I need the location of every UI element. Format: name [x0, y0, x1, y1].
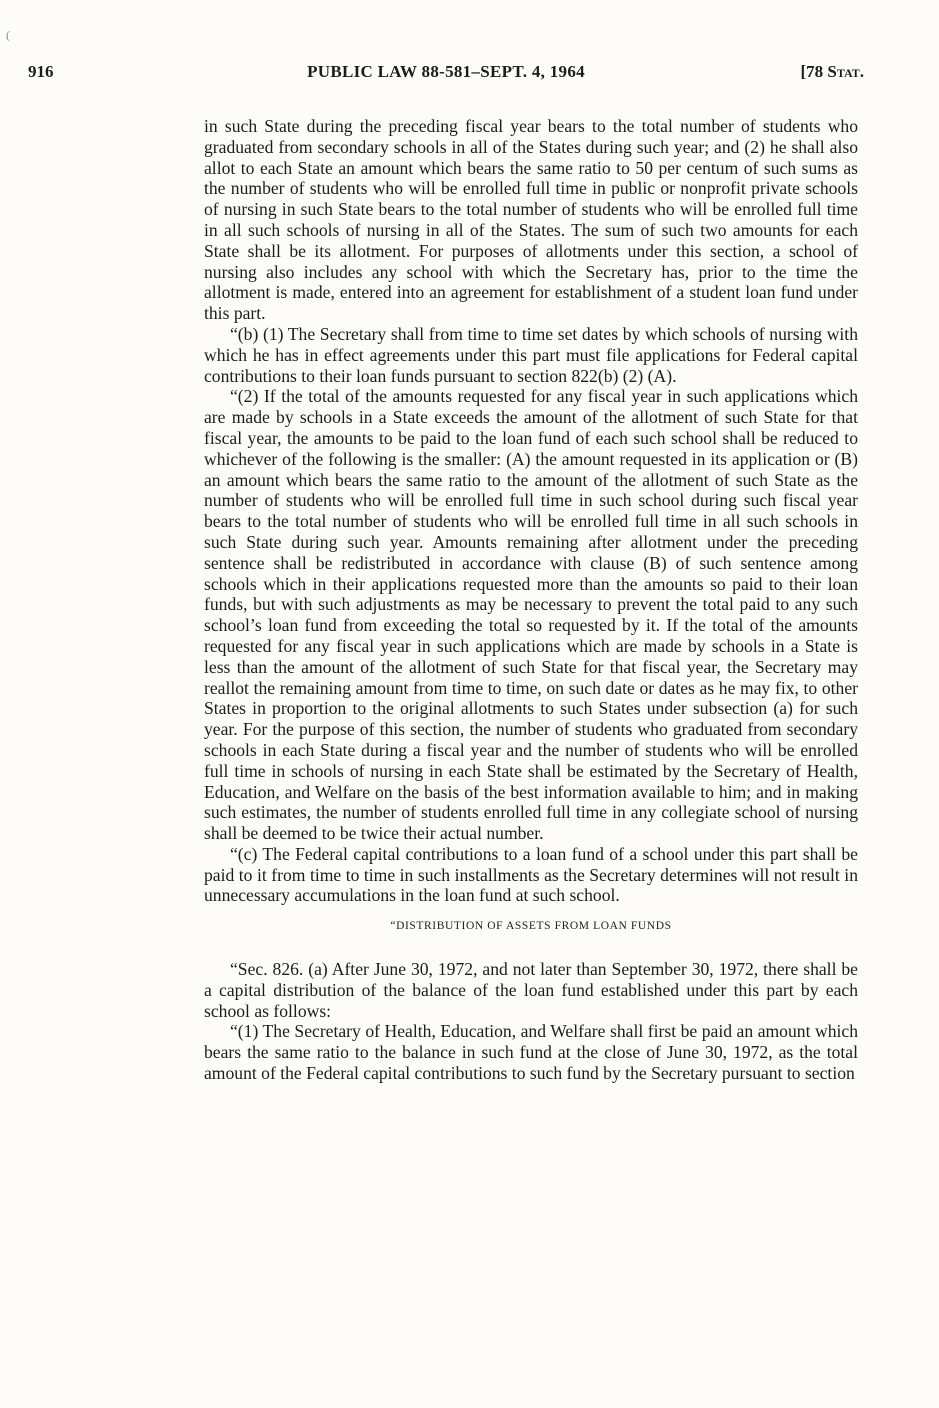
- volume-ref-stat: Stat.: [827, 62, 864, 81]
- page-header: [28, 62, 864, 92]
- section-heading: “DISTRIBUTION OF ASSETS FROM LOAN FUNDS: [390, 920, 672, 933]
- running-title: PUBLIC LAW 88-581–SEPT. 4, 1964: [307, 62, 585, 81]
- paragraph-sec-826-a-1: “(1) The Secretary of Health, Education, and Welfare shall first be paid an amount which bears the same ratio to the balance in such fund at the close of June 30, 1972, as the total amount of the Federal capital contributions to such fund by the Secretary pursuant to section: [204, 1021, 858, 1084]
- paragraph-b-1: “(b) (1) The Secretary shall from time to time set dates by which schools of nursing with which he has in effect agreements under this part must file applications for Federal capital contributions to their loan funds pursuant to section 822(b) (2) (A).: [204, 323, 858, 386]
- paragraph-allotment-continued: in such State during the preceding fiscal year bears to the total number of students who graduated from secondary schools in all of the States during such year; and (2) he shall also allot to each State an amount which bears the same ratio to 50 per centum of such sums as the number of students who will be enrolled full time in public or nonprofit private schools of nursing in such State bears to the total number of students who will be enrolled full time in all such schools of nursing in all of the States. The sum of such two amounts for each State shall be its allotment. For purposes of allotments under this section, a school of nursing also includes any school with which the Secretary has, prior to the time the allotment is made, entered into an agreement for establishment of a student loan fund under this part.: [204, 116, 858, 324]
- volume-ref-prefix: [78: [800, 62, 824, 81]
- body-text: [204, 116, 858, 1084]
- paragraph-b-2: “(2) If the total of the amounts requested for any fiscal year in such applications which are made by schools in a State exceeds the amount of the allotment of such State for that fiscal year, the amounts to be paid to the loan fund of each such school shall be reduced to whichever of the following is the smaller: (A) the amount requested in its application or (B) an amount which bears the same ratio to the amount of the allotment of such State as the number of students who will be enrolled full time in such school during such fiscal year bears to the total number of students who will be enrolled full time in all such schools in such State during such year. Amounts remaining after allotment under the preceding sentence shall be redistributed in accordance with clause (B) of such sentence among schools which in their applications requested more than the amounts so paid to their loan funds, but with such adjustments as may be necessary to prevent the total paid to any such school’s loan fund from exceeding the total so requested by it. If the total of the amounts requested for any fiscal year in such applications which are made by schools in a State is less than the amount of the allotment of such State for that fiscal year, the Secretary may reallot the remaining amount from time to time, on such date or dates as he may fix, to other States in proportion to the original allotments to such States under subsection (a) for such year. For the purpose of this section, the number of students who graduated from secondary schools in each State during a fiscal year and the number of students who will be enrolled full time in schools of nursing in each State shall be estimated by the Secretary of Health, Education, and Welfare on the basis of the best information available to him; and in making such estimates, the number of students enrolled full time in any collegiate school of nursing shall be deemed to be twice their actual number.: [204, 386, 858, 844]
- volume-reference: [800, 62, 864, 82]
- scan-artifact-mark: (: [6, 28, 10, 42]
- paragraph-c: “(c) The Federal capital contributions to a loan fund of a school under this part shall be paid to it from time to time in such installments as the Secretary determines will not result in unnecessary accumulations in the loan fund at such school.: [204, 843, 858, 906]
- page-number: 916: [28, 62, 54, 81]
- paragraph-sec-826-a: “Sec. 826. (a) After June 30, 1972, and not later than September 30, 1972, there shall be a capital distribution of the balance of the loan fund established under this part by each school as follows:: [204, 959, 858, 1021]
